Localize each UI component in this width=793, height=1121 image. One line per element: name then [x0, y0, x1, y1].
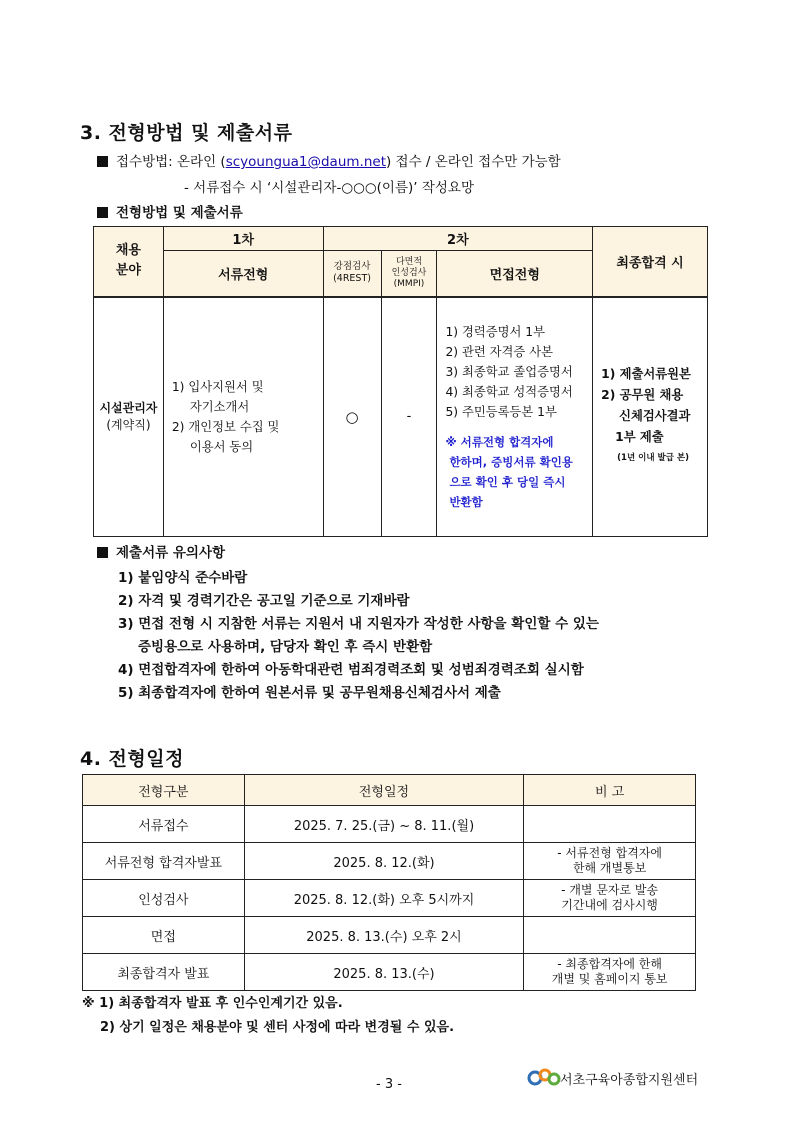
schedule-header: 전형구분 [83, 775, 245, 806]
schedule-remark: - 서류전형 합격자에 한해 개별통보 [524, 843, 696, 880]
final-item: 신체검사결과 [619, 409, 691, 424]
schedule-table [82, 774, 696, 991]
field-name: 시설관리자 [99, 400, 158, 415]
receipt-method-line [97, 150, 561, 170]
table-row [83, 843, 696, 880]
table-row [83, 806, 696, 843]
table-row [83, 917, 696, 954]
center-logo-icon [527, 1066, 561, 1088]
note-item: 4) 면접합격자에 한하여 아동학대관련 범죄경력조회 및 성범죄경력조회 실시함 [118, 662, 584, 678]
interview-item: 3) 최종학교 졸업증명서 [445, 364, 573, 379]
receipt-suffix: ) 접수 / 온라인 접수만 가능함 [386, 154, 561, 170]
selection-method-table [93, 226, 708, 537]
schedule-header: 전형일정 [244, 775, 524, 806]
page-number: - 3 - [376, 1077, 402, 1092]
doc-item: 2) 개인정보 수집 및 [171, 419, 280, 434]
header-round1: 1차 [163, 227, 323, 251]
bullet-square-icon [97, 156, 108, 167]
interview-cell [437, 297, 593, 537]
interview-note: 으로 확인 후 당일 즉시 [449, 474, 566, 489]
interview-note: ※ 서류전형 합격자에 [445, 434, 554, 449]
receipt-email-link[interactable]: scyoungua1@daum.net [225, 154, 386, 170]
schedule-date: 2025. 8. 12.(화) [244, 843, 524, 880]
bullet-square-icon [97, 207, 108, 218]
method-heading: 전형방법 및 제출서류 [116, 205, 243, 221]
interview-item: 2) 관련 자격증 사본 [445, 344, 553, 359]
header-personality: 다면적 인성검사 (MMPI) [381, 251, 437, 297]
section3-title: 3. 전형방법 및 제출서류 [80, 122, 293, 144]
schedule-date: 2025. 8. 12.(화) 오후 5시까지 [244, 880, 524, 917]
doc-item: 1) 입사지원서 및 [171, 379, 264, 394]
schedule-remark: - 개별 문자로 발송 기간내에 검사시행 [524, 880, 696, 917]
aptitude-mark: ○ [323, 297, 381, 537]
doc-item: 자기소개서 [189, 399, 250, 414]
header-round2: 2차 [323, 227, 593, 251]
schedule-stage: 최종합격자 발표 [83, 954, 245, 991]
schedule-note: 2) 상기 일정은 채용분야 및 센터 사정에 따라 변경될 수 있음. [100, 1020, 455, 1035]
doc-item: 이용서 동의 [189, 439, 254, 454]
header-interview: 면접전형 [437, 251, 593, 297]
field-type: (계약직) [106, 417, 151, 432]
notes-heading: 제출서류 유의사항 [116, 545, 226, 561]
notes-heading-line [97, 541, 225, 561]
receipt-prefix: 접수방법: 온라인 ( [116, 154, 226, 170]
bullet-square-icon [97, 547, 108, 558]
final-item: 1부 제출 [615, 430, 664, 445]
schedule-remark: - 최종합격자에 한해 개별 및 홈페이지 통보 [524, 954, 696, 991]
schedule-stage: 서류전형 합격자발표 [83, 843, 245, 880]
note-item: 5) 최종합격자에 한하여 원본서류 및 공무원채용신체검사서 제출 [118, 685, 501, 701]
org-name: 서초구육아종합지원센터 [560, 1073, 699, 1088]
interview-item: 5) 주민등록등본 1부 [445, 404, 557, 419]
section4-title: 4. 전형일정 [80, 748, 184, 770]
table-row [83, 880, 696, 917]
interview-item: 1) 경력증명서 1부 [445, 324, 545, 339]
field-cell [94, 297, 164, 537]
schedule-remark [524, 806, 696, 843]
header-final: 최종합격 시 [593, 227, 708, 297]
final-small-note: (1년 이내 발급 본) [617, 453, 689, 464]
header-document: 서류전형 [163, 251, 323, 297]
note-item: 1) 붙임양식 준수바람 [118, 570, 248, 586]
personality-mark: - [381, 297, 437, 537]
interview-note: 반환함 [449, 494, 483, 509]
note-item: 3) 면접 전형 시 지참한 서류는 지원서 내 지원자가 작성한 사항을 확인할 수 있는 [118, 616, 599, 632]
schedule-note: ※ 1) 최종합격자 발표 후 인수인계기간 있음. [82, 996, 343, 1011]
schedule-stage: 서류접수 [83, 806, 245, 843]
schedule-header: 비 고 [524, 775, 696, 806]
table-row [83, 954, 696, 991]
document-cell [163, 297, 323, 537]
schedule-date: 2025. 8. 13.(수) 오후 2시 [244, 917, 524, 954]
header-field: 채용 분야 [94, 227, 164, 297]
schedule-date: 2025. 7. 25.(금) ~ 8. 11.(월) [244, 806, 524, 843]
schedule-stage: 면접 [83, 917, 245, 954]
interview-item: 4) 최종학교 성적증명서 [445, 384, 573, 399]
header-aptitude: 강점검사 (4REST) [323, 251, 381, 297]
schedule-stage: 인성검사 [83, 880, 245, 917]
final-item: 2) 공무원 채용 [601, 388, 684, 403]
interview-note: 한하며, 증빙서류 확인용 [449, 454, 573, 469]
receipt-note: - 서류접수 시 ‘시설관리자-○○○(이름)’ 작성요망 [184, 180, 475, 196]
schedule-date: 2025. 8. 13.(수) [244, 954, 524, 991]
schedule-remark [524, 917, 696, 954]
final-cell [593, 297, 708, 537]
note-item: 2) 자격 및 경력기간은 공고일 기준으로 기재바람 [118, 593, 410, 609]
note-item: 증빙용으로 사용하며, 담당자 확인 후 즉시 반환함 [138, 639, 433, 655]
final-item: 1) 제출서류원본 [601, 367, 691, 382]
method-heading-line [97, 201, 243, 221]
